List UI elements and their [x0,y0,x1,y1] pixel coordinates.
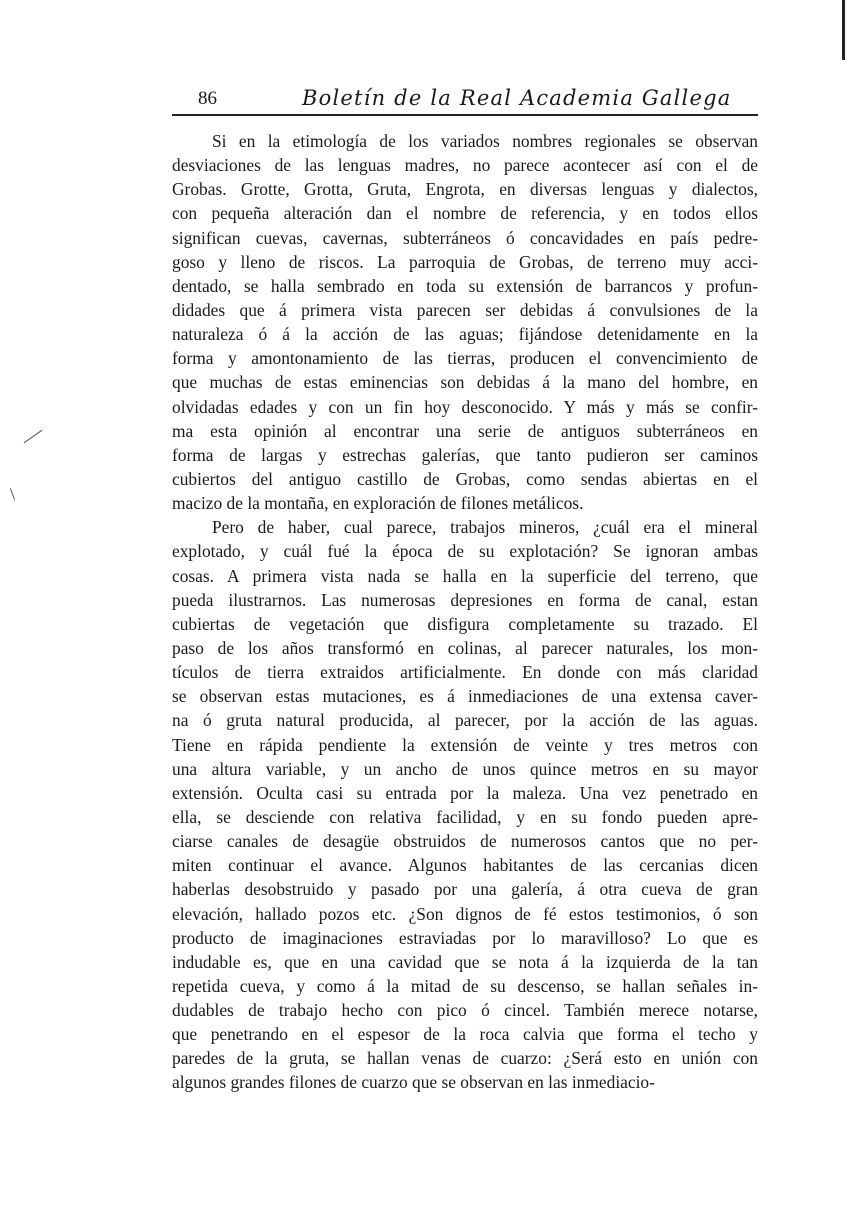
text-line: cubiertos del antiguo castillo de Grobas, como sendas abiertas en el [172,468,758,489]
text-line: algunos grandes filones de cuarzo que se observan en las inmediacio- [172,1072,655,1093]
text-line: pueda ilustrarnos. Las numerosas depresiones en forma de canal, estan [172,589,758,610]
text-line: una altura variable, y un ancho de unos quince metros en su mayor [172,758,758,779]
header-rule [172,114,758,116]
text-line: goso y lleno de riscos. La parroquia de Grobas, de terreno muy acci- [172,251,758,272]
page-number: 86 [198,88,217,109]
text-line: Si en la etimología de los variados nombres regionales se observan [212,131,758,151]
text-line: ma esta opinión al encontrar una serie de antiguos subterráneos en [172,420,758,441]
body-text [172,129,758,1095]
text-line: haberlas desobstruido y pasado por una galería, á otra cueva de gran [172,879,758,900]
text-line: macizo de la montaña, en exploración de filones metálicos. [172,493,584,514]
scan-stray-mark [24,430,43,443]
text-line: cubiertas de vegetación que disfigura completamente su trazado. El [172,613,758,634]
text-line: Grobas. Grotte, Grotta, Gruta, Engrota, en diversas lenguas y dialectos, [172,179,758,200]
text-line: olvidadas edades y con un fin hoy desconocido. Y más y más se confir- [172,396,758,417]
text-line: tículos de tierra extraidos artificialmente. En donde con más claridad [172,662,758,683]
text-line: repetida cueva, y como á la mitad de su descenso, se hallan señales in- [172,975,758,996]
text-line: con pequeña alteración dan el nombre de referencia, y en todos ellos [172,203,758,224]
text-line: forma y amontonamiento de las tierras, producen el convencimiento de [172,348,758,369]
text-line: que muchas de estas eminencias son debidas á la mano del hombre, en [172,372,758,393]
text-line: dudables de trabajo hecho con pico ó cincel. También merece notarse, [172,1000,758,1021]
paragraph-2 [172,515,758,1094]
running-header [172,86,758,114]
paragraph-1 [172,129,758,515]
text-line: paso de los años transformó en colinas, al parecer naturales, los mon- [172,637,758,658]
text-line: indudable es, que en una cavidad que se nota á la izquierda de la tan [172,951,758,972]
text-line: que penetrando en el espesor de la roca calvia que forma el techo y [172,1024,758,1045]
journal-title: Boletín de la Real Academia Gallega [302,86,732,110]
text-line: dentado, se halla sembrado en toda su extensión de barrancos y profun- [172,275,758,296]
text-line: Pero de haber, cual parece, trabajos mineros, ¿cuál era el mineral [212,517,758,538]
text-line: ciarse canales de desagüe obstruidos de numerosos cantos que no per- [172,831,758,852]
text-line: miten continuar el avance. Algunos habitantes de las cercanias dicen [172,855,758,876]
text-line: significan cuevas, cavernas, subterráneos ó concavidades en país pedre- [172,227,758,248]
text-line: ella, se desciende con relativa facilidad, y en su fondo pueden apre- [172,806,758,827]
text-line: didades que á primera vista parecen ser debidas á convulsiones de la [172,299,758,320]
text-line: paredes de la gruta, se hallan venas de cuarzo: ¿Será esto en unión con [172,1048,758,1069]
text-line: explotado, y cuál fué la época de su explotación? Se ignoran ambas [172,541,758,562]
text-line: Tiene en rápida pendiente la extensión de veinte y tres metros con [172,734,758,755]
text-line: elevación, hallado pozos etc. ¿Son dignos de fé estos testimonios, ó son [172,903,758,924]
text-line: desviaciones de las lenguas madres, no parece acontecer así con el de [172,155,758,176]
scan-edge-mark [842,0,845,60]
text-line: naturaleza ó á la acción de las aguas; fijándose detenidamente en la [172,324,758,345]
text-line: cosas. A primera vista nada se halla en la superficie del terreno, que [172,565,758,586]
text-line: na ó gruta natural producida, al parecer, por la acción de las aguas. [172,710,758,731]
text-line: forma de largas y estrechas galerías, que tanto pudieron ser caminos [172,444,758,465]
scan-stray-mark [10,488,15,500]
text-line: se observan estas mutaciones, es á inmediaciones de una extensa caver- [172,686,758,707]
text-line: extensión. Oculta casi su entrada por la maleza. Una vez penetrado en [172,782,758,803]
text-line: producto de imaginaciones estraviadas por lo maravilloso? Lo que es [172,927,758,948]
